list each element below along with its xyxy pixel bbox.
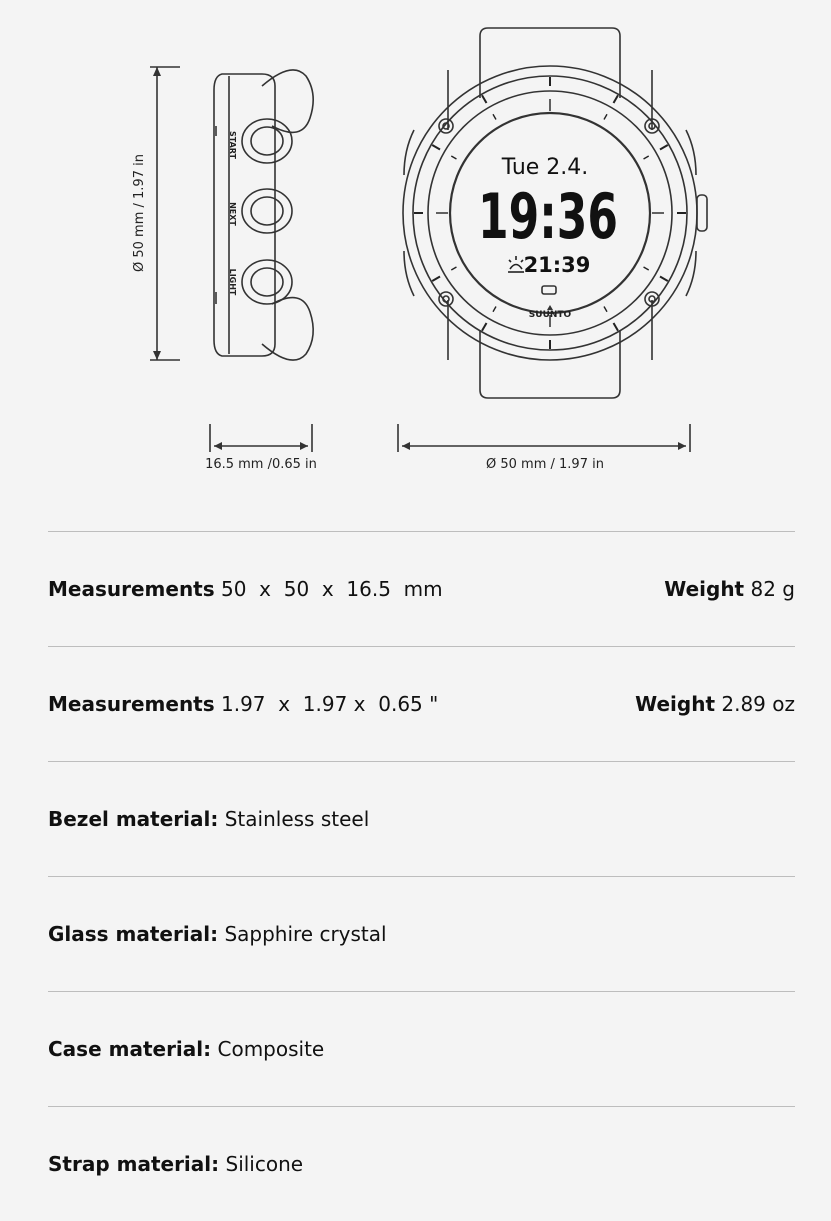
start-button-label: START: [228, 130, 237, 160]
bezel-tick: [482, 323, 487, 331]
spec-right-value: 82 g: [750, 577, 795, 601]
bezel-tick: [482, 95, 487, 103]
front-width-dimension-label: Ø 50 mm / 1.97 in: [486, 457, 604, 472]
spec-label: Measurements: [48, 577, 215, 601]
dial-tick: [644, 267, 649, 270]
spec-label: Strap material:: [48, 1152, 220, 1176]
spec-row-strap: [48, 1106, 795, 1221]
dial-tick: [604, 114, 607, 119]
dial-tick: [644, 156, 649, 159]
spec-row-bezel: [48, 761, 795, 876]
watch-time: 19:36: [478, 180, 618, 253]
spec-list: [48, 531, 795, 1221]
spec-row-case: [48, 991, 795, 1106]
spec-value: Composite: [217, 1037, 325, 1061]
spec-value: 50 x 50 x 16.5 mm: [221, 577, 443, 601]
spec-right-label: Weight: [635, 692, 716, 716]
next-button-label: NEXT: [228, 202, 237, 226]
watch-date: Tue 2.4.: [501, 155, 589, 180]
dial-tick: [493, 114, 496, 119]
height-dimension-label: Ø 50 mm / 1.97 in: [132, 154, 147, 272]
bezel-tick: [432, 145, 440, 150]
dial-tick: [604, 307, 607, 312]
spec-value: 1.97 x 1.97 x 0.65 ": [221, 692, 439, 716]
spec-label: Glass material:: [48, 922, 219, 946]
bezel-tick: [614, 323, 619, 331]
spec-right-value: 2.89 oz: [721, 692, 795, 716]
spec-row-measurements-metric: [48, 531, 795, 646]
spec-row-measurements-imperial: [48, 646, 795, 761]
bezel-tick: [660, 277, 668, 282]
bezel-tick: [614, 95, 619, 103]
spec-label: Case material:: [48, 1037, 212, 1061]
side-width-dimension-label: 16.5 mm /0.65 in: [205, 457, 317, 472]
spec-label: Bezel material:: [48, 807, 219, 831]
spec-label: Measurements: [48, 692, 215, 716]
spec-right-label: Weight: [664, 577, 745, 601]
watch-brand-logo: SUUNTO: [528, 310, 572, 320]
light-button-label: LIGHT: [228, 268, 237, 296]
dial-tick: [451, 156, 456, 159]
dial-tick: [451, 267, 456, 270]
bezel-tick: [432, 277, 440, 282]
spec-value: Stainless steel: [224, 807, 370, 831]
spec-value: Silicone: [225, 1152, 304, 1176]
dial-tick: [493, 307, 496, 312]
spec-row-glass: [48, 876, 795, 991]
spec-value: Sapphire crystal: [224, 922, 387, 946]
watch-dimension-diagram: [0, 0, 831, 520]
bezel-tick: [660, 145, 668, 150]
watch-sunset-time: 21:39: [523, 253, 591, 277]
